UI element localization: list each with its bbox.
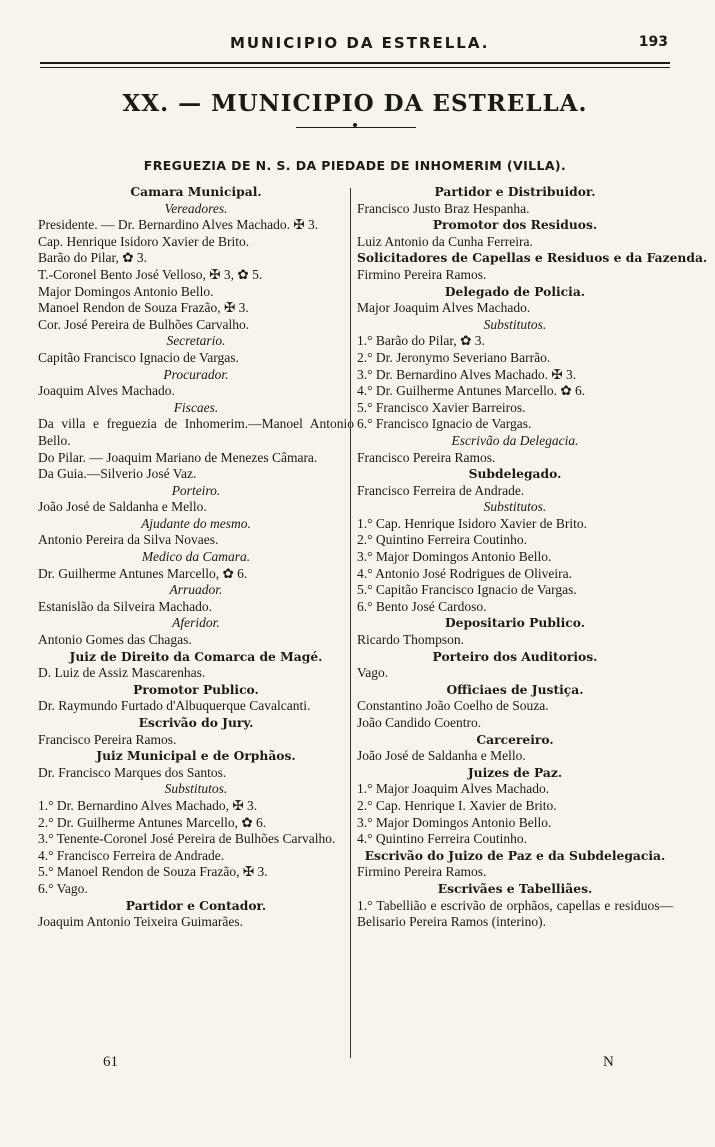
right-column-entry: Firmino Pereira Ramos. xyxy=(357,864,487,880)
right-column-entry: 3.° Major Domingos Antonio Bello. xyxy=(357,549,552,565)
right-column-entry: Francisco Pereira Ramos. xyxy=(357,449,496,465)
right-column-entry: 1.° Cap. Henrique Isidoro Xavier de Brito. xyxy=(357,515,587,531)
right-column-entry: 4.° Antonio José Rodrigues de Oliveira. xyxy=(357,565,572,581)
right-column-heading: Delegado de Policia. xyxy=(444,283,586,299)
right-column-entry: 1.° Tabellião e escrivão de orphãos, capellas e residuos—Belisario Pereira Ramos (interino). xyxy=(357,897,673,930)
right-column-subheading: Substitutos. xyxy=(483,499,547,515)
left-column-entry: Dr. Raymundo Furtado d'Albuquerque Cavalcanti. xyxy=(38,698,311,714)
left-column-entry: Presidente. — Dr. Bernardino Alves Machado. ✠ 3. xyxy=(38,217,319,233)
right-column-heading: Officiaes de Justiça. xyxy=(446,681,584,697)
left-column-heading: Partidor e Contador. xyxy=(125,897,267,913)
right-column-entry: 1.° Barão do Pilar, ✿ 3. xyxy=(357,333,485,349)
left-column-entry: Capitão Francisco Ignacio de Vargas. xyxy=(38,349,239,365)
left-column-subheading: Arruador. xyxy=(169,582,223,598)
left-column-heading: Juiz Municipal e de Orphãos. xyxy=(96,748,296,764)
right-column-entry: 3.° Major Domingos Antonio Bello. xyxy=(357,814,552,830)
right-column-entry: 1.° Major Joaquim Alves Machado. xyxy=(357,781,550,797)
right-column-heading: Escrivães e Tabelliães. xyxy=(437,880,593,896)
right-column-entry: 4.° Quintino Ferreira Coutinho. xyxy=(357,831,528,847)
right-column-entry: Luiz Antonio da Cunha Ferreira. xyxy=(357,233,533,249)
header-rule-thin xyxy=(40,67,670,68)
right-column-heading: Partidor e Distribuidor. xyxy=(434,184,596,199)
page-number: 193 xyxy=(638,34,668,50)
right-column-entry: 6.° Bento José Cardoso. xyxy=(357,598,487,614)
left-column-subheading: Porteiro. xyxy=(171,482,221,498)
left-column-entry: 6.° Vago. xyxy=(38,880,88,896)
right-column-entry: 5.° Francisco Xavier Barreiros. xyxy=(357,399,526,415)
right-column xyxy=(357,184,708,931)
left-column-subheading: Fiscaes. xyxy=(173,399,219,415)
chapter-ornament-rule xyxy=(296,127,416,128)
left-column-entry: Estanislão da Silveira Machado. xyxy=(38,598,212,614)
left-column-entry: 4.° Francisco Ferreira de Andrade. xyxy=(38,847,225,863)
right-column-entry: 2.° Cap. Henrique I. Xavier de Brito. xyxy=(357,797,557,813)
gathering-mark: N xyxy=(603,1054,614,1070)
right-column-entry: 6.° Francisco Ignacio de Vargas. xyxy=(357,416,532,432)
left-column-entry: Do Pilar. — Joaquim Mariano de Menezes Câmara. xyxy=(38,449,318,465)
left-column-subheading: Vereadores. xyxy=(164,200,228,216)
left-column-entry: Barão do Pilar, ✿ 3. xyxy=(38,250,148,266)
left-column-entry: D. Luiz de Assiz Mascarenhas. xyxy=(38,665,206,681)
right-column-entry: João Candido Coentro. xyxy=(357,715,482,730)
left-column-subheading: Secretario. xyxy=(166,333,226,349)
right-column-heading: Escrivão do Juizo de Paz e da Subdelegacia. xyxy=(364,847,666,863)
right-column-entry: Ricardo Thompson. xyxy=(357,632,464,648)
left-column-entry: Da villa e freguezia de Inhomerim.—Manoel Antonio Bello. xyxy=(38,416,354,448)
right-column-entry: Vago. xyxy=(357,665,389,681)
left-column-subheading: Substitutos. xyxy=(164,781,228,797)
left-column-entry: 5.° Manoel Rendon de Souza Frazão, ✠ 3. xyxy=(38,864,268,880)
left-column-entry: Major Domingos Antonio Bello. xyxy=(38,283,214,299)
left-column-entry: Dr. Guilherme Antunes Marcello, ✿ 6. xyxy=(38,565,248,581)
right-column-entry: Francisco Ferreira de Andrade. xyxy=(357,482,525,498)
right-column-subheading: Substitutos. xyxy=(483,316,547,332)
left-column-subheading: Ajudante do mesmo. xyxy=(141,515,251,531)
right-column-heading: Subdelegado. xyxy=(468,466,562,482)
right-column-heading: Porteiro dos Auditorios. xyxy=(432,648,598,664)
chapter-title: XX. — MUNICIPIO DA ESTRELLA. xyxy=(122,90,588,117)
left-column-entry: Dr. Francisco Marques dos Santos. xyxy=(38,764,227,780)
left-column-entry: Francisco Pereira Ramos. xyxy=(38,731,177,747)
right-column-entry: 4.° Dr. Guilherme Antunes Marcello. ✿ 6. xyxy=(357,383,586,399)
left-column-entry: Joaquim Antonio Teixeira Guimarães. xyxy=(38,914,244,930)
running-title: MUNICIPIO DA ESTRELLA. xyxy=(230,34,490,52)
left-column-subheading: Procurador. xyxy=(163,366,229,382)
right-column-entry: 2.° Dr. Jeronymo Severiano Barrão. xyxy=(357,349,551,365)
left-column-heading: Camara Municipal. xyxy=(130,184,262,199)
right-column-heading: Depositario Publico. xyxy=(444,615,586,631)
right-column-entry: Constantino João Coelho de Souza. xyxy=(357,698,549,714)
left-column xyxy=(38,184,354,931)
left-column-entry: T.-Coronel Bento José Velloso, ✠ 3, ✿ 5. xyxy=(38,266,263,282)
right-column-heading: Carcereiro. xyxy=(476,731,554,747)
chapter-ornament-dot xyxy=(353,123,357,127)
left-column-entry: Cor. José Pereira de Bulhões Carvalho. xyxy=(38,316,250,332)
left-column-entry: Joaquim Alves Machado. xyxy=(38,383,175,399)
left-column-entry: Antonio Gomes das Chagas. xyxy=(38,632,192,648)
header-rule xyxy=(40,62,670,64)
right-column-subheading: Escrivão da Delegacia. xyxy=(451,432,579,448)
left-column-heading: Escrivão do Jury. xyxy=(138,715,254,730)
column-divider xyxy=(350,188,351,1058)
right-column-entry: 2.° Quintino Ferreira Coutinho. xyxy=(357,532,528,548)
left-column-entry: João José de Saldanha e Mello. xyxy=(38,499,207,515)
left-column-entry: 2.° Dr. Guilherme Antunes Marcello, ✿ 6. xyxy=(38,814,267,830)
right-column-entry: 3.° Dr. Bernardino Alves Machado. ✠ 3. xyxy=(357,366,577,382)
left-column-heading: Juiz de Direito da Comarca de Magé. xyxy=(69,648,323,664)
left-column-entry: Manoel Rendon de Souza Frazão, ✠ 3. xyxy=(38,300,249,316)
left-column-entry: Antonio Pereira da Silva Novaes. xyxy=(38,532,219,548)
parish-title: FREGUEZIA DE N. S. DA PIEDADE DE INHOMERIM (VILLA). xyxy=(143,158,567,173)
right-column-entry: Major Joaquim Alves Machado. xyxy=(357,300,531,316)
right-column-heading: Juizes de Paz. xyxy=(467,764,563,780)
right-column-entry: 5.° Capitão Francisco Ignacio de Vargas. xyxy=(357,582,577,598)
left-column-entry: 1.° Dr. Bernardino Alves Machado, ✠ 3. xyxy=(38,797,258,813)
right-column-entry: Firmino Pereira Ramos. xyxy=(357,266,487,282)
left-column-entry: 3.° Tenente-Coronel José Pereira de Bulhões Carvalho. xyxy=(38,831,336,847)
left-column-entry: Cap. Henrique Isidoro Xavier de Brito. xyxy=(38,233,250,249)
signature-mark: 61 xyxy=(103,1054,118,1070)
left-column-heading: Promotor Publico. xyxy=(133,681,259,697)
right-column-entry: Francisco Justo Braz Hespanha. xyxy=(357,200,530,216)
left-column-subheading: Aferidor. xyxy=(172,615,220,631)
right-column-heading: Promotor dos Residuos. xyxy=(432,217,598,233)
right-column-entry: João José de Saldanha e Mello. xyxy=(357,748,526,764)
left-column-entry: Da Guia.—Silverio José Vaz. xyxy=(38,466,197,482)
right-column-heading: Solicitadores de Capellas e Residuos e da Fazenda. xyxy=(357,250,708,266)
left-column-subheading: Medico da Camara. xyxy=(141,549,251,565)
running-head xyxy=(40,32,670,56)
